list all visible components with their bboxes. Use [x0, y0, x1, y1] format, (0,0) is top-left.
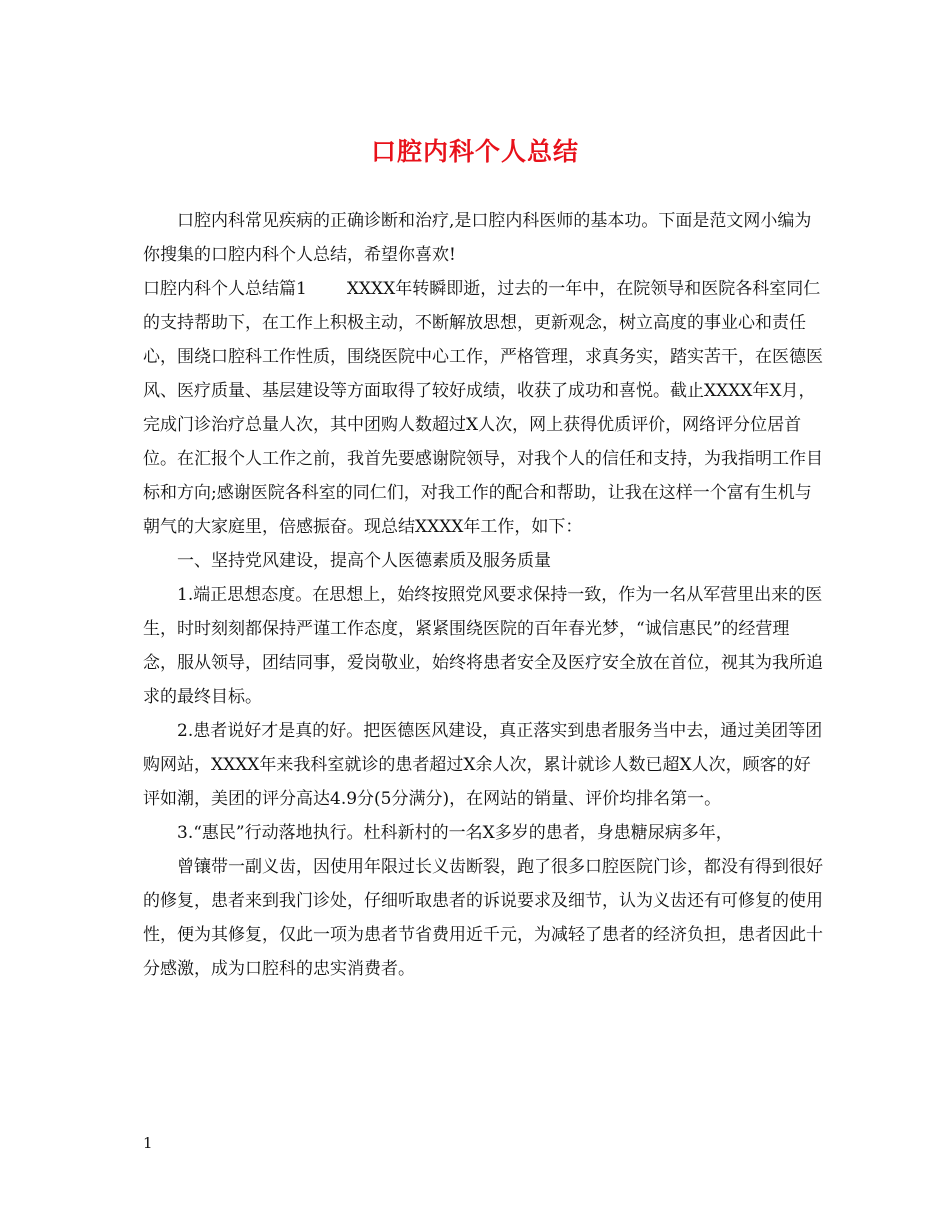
item-1-paragraph: 1.端正思想态度。在思想上，始终按照党风要求保持一致，作为一名从军营里出来的医生，时时刻刻都保持严谨工作态度，紧紧围绕医院的百年春光梦，“诚信惠民”的经营理念，服从领导，团结同事，爱岗敬业，始终将患者安全及医疗安全放在首位，视其为我所追求的最终目标。 [143, 585, 823, 707]
page-number: 1 [143, 1134, 153, 1152]
section-paragraph [143, 272, 823, 544]
section-label: 口腔内科个人总结篇1 [143, 279, 307, 299]
item-2-paragraph: 2.患者说好才是真的好。把医德医风建设，真正落实到患者服务当中去，通过美团等团购网站，XXXX年来我科室就诊的患者超过X余人次，累计就诊人数已超X人次，顾客的好评如潮，美团的评分高达4.9分(5分满分)，在网站的销量、评价均排名第一。 [143, 721, 823, 809]
section-body: XXXX年转瞬即逝，过去的一年中，在院领导和医院各科室同仁的支持帮助下，在工作上积极主动，不断解放思想，更新观念，树立高度的事业心和责任心，围绕口腔科工作性质，围绕医院中心工作，严格管理，求真务实，踏实苦干，在医德医风、医疗质量、基层建设等方面取得了较好成绩，收获了成功和喜悦。截止XXXX年X月，完成门诊治疗总量人次，其中团购人数超过X人次，网上获得优质评价，网络评分位居首位。在汇报个人工作之前，我首先要感谢院领导，对我个人的信任和支持，为我指明工作目标和方向;感谢医院各科室的同仁们，对我工作的配合和帮助，让我在这样一个富有生机与朝气的大家庭里，倍感振奋。现总结XXXX年工作，如下： [143, 279, 823, 537]
intro-paragraph: 口腔内科常见疾病的正确诊断和治疗,是口腔内科医师的基本功。下面是范文网小编为你搜集的口腔内科个人总结，希望你喜欢! [143, 211, 812, 265]
item-3-paragraph: 3.“惠民”行动落地执行。杜科新村的一名X多岁的患者，身患糖尿病多年， [177, 823, 733, 843]
document-body [143, 204, 823, 986]
heading-1: 一、坚持党风建设，提高个人医德素质及服务质量 [177, 551, 551, 571]
document-title: 口腔内科个人总结 [370, 137, 579, 166]
item-3-continuation: 曾镶带一副义齿，因使用年限过长义齿断裂，跑了很多口腔医院门诊，都没有得到很好的修复，患者来到我门诊处，仔细听取患者的诉说要求及细节，认为义齿还有可修复的使用性，便为其修复，仅此一项为患者节省费用近千元，为减轻了患者的经济负担，患者因此十分感激，成为口腔科的忠实消费者。 [143, 857, 823, 979]
